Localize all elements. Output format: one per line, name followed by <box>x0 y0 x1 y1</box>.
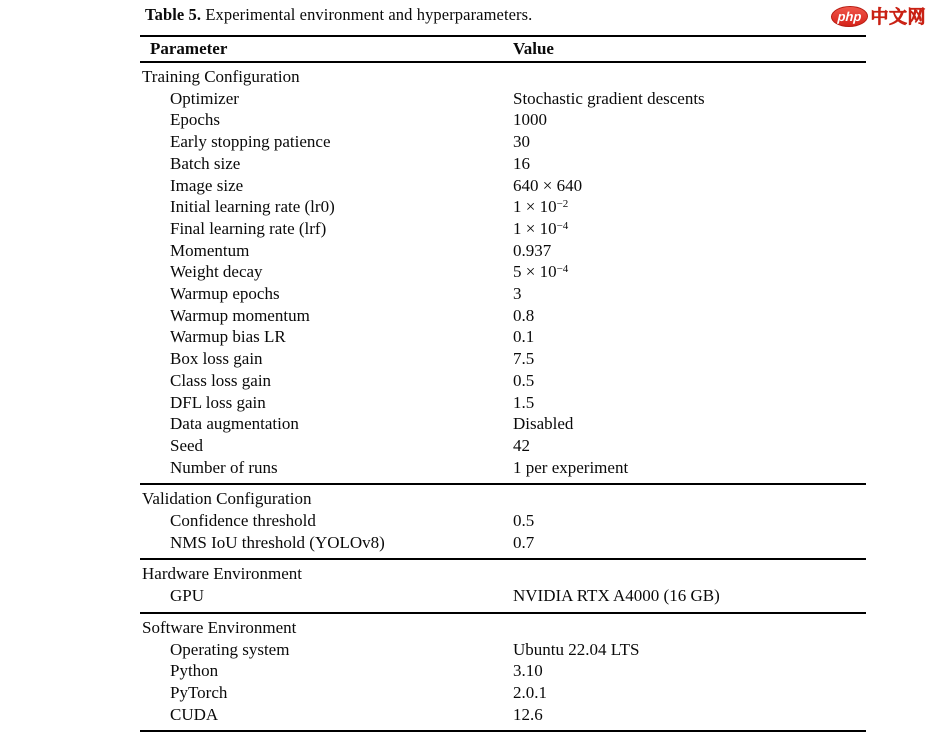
parameter-cell: Warmup bias LR <box>170 327 286 347</box>
table-row <box>140 153 866 175</box>
table-row <box>140 326 866 348</box>
table-row <box>140 196 866 218</box>
table-row <box>140 510 866 532</box>
value-cell: 42 <box>513 435 530 455</box>
value-cell: 640 × 640 <box>513 175 583 195</box>
value-cell: 2.0.1 <box>513 682 547 702</box>
table-row <box>140 305 866 327</box>
table-row <box>140 109 866 131</box>
value-cell: 1.5 <box>513 392 535 412</box>
parameter-cell: Epochs <box>170 110 221 130</box>
parameter-cell: Number of runs <box>170 457 278 477</box>
exponent: −2 <box>556 198 569 211</box>
section-header: Hardware Environment <box>142 564 303 584</box>
parameter-cell: Warmup momentum <box>170 305 310 325</box>
table-row <box>140 240 866 262</box>
parameter-cell: Data augmentation <box>170 414 299 434</box>
table-caption <box>145 4 532 26</box>
parameter-cell: Batch size <box>170 153 241 173</box>
table-header-row <box>140 37 866 63</box>
php-logo-site-text: 中文网 <box>870 7 926 27</box>
table-row <box>140 682 866 704</box>
parameter-cell: Confidence threshold <box>170 511 316 531</box>
value-cell: $5 \times 10^{-4}$ <box>513 262 569 282</box>
parameter-cell: GPU <box>170 586 205 606</box>
parameter-cell: Final learning rate (lrf) <box>170 218 327 238</box>
value-cell: 3.10 <box>513 661 543 681</box>
value-cell: 0.937 <box>513 240 552 260</box>
table-row <box>140 532 866 554</box>
table-row <box>140 370 866 392</box>
value-cell: $1 \times 10^{-2}$ <box>513 197 569 217</box>
value-cell: $1 \times 10^{-4}$ <box>513 218 569 238</box>
value-cell: 0.5 <box>513 511 535 531</box>
table-sections <box>140 63 866 730</box>
table-row <box>140 660 866 682</box>
table-row <box>140 88 866 110</box>
exponent: −4 <box>556 263 569 276</box>
value-cell: Stochastic gradient descents <box>513 88 705 108</box>
value-cell: Ubuntu 22.04 LTS <box>513 639 640 659</box>
value-cell: 12.6 <box>513 704 543 724</box>
table-row <box>140 585 866 607</box>
table-row <box>140 218 866 240</box>
table-row <box>140 175 866 197</box>
value-cell: 7.5 <box>513 349 535 369</box>
parameter-cell: CUDA <box>170 704 219 724</box>
parameter-cell: PyTorch <box>170 682 228 702</box>
section-header: Validation Configuration <box>142 489 312 509</box>
table-row <box>140 413 866 435</box>
table-row <box>140 639 866 661</box>
table-row <box>140 348 866 370</box>
table-section <box>140 560 866 613</box>
parameter-cell: Image size <box>170 175 244 195</box>
parameter-cell: NMS IoU threshold (YOLOv8) <box>170 532 385 552</box>
parameter-cell: Box loss gain <box>170 349 263 369</box>
parameter-cell: Class loss gain <box>170 370 272 390</box>
table-section <box>140 614 866 731</box>
value-cell: 16 <box>513 153 530 173</box>
value-cell: 0.8 <box>513 305 535 325</box>
value-cell: 0.7 <box>513 532 535 552</box>
section-header: Training Configuration <box>142 67 300 86</box>
table-row <box>140 283 866 305</box>
parameter-cell: Operating system <box>170 639 290 659</box>
parameter-cell: Seed <box>170 435 204 455</box>
parameter-cell: Early stopping patience <box>170 132 331 152</box>
php-logo-badge-icon: php <box>830 6 868 27</box>
section-header: Software Environment <box>142 617 297 637</box>
table-row <box>140 704 866 726</box>
parameter-cell: Momentum <box>170 240 250 260</box>
column-header-value: Value <box>513 39 554 58</box>
table-row <box>140 261 866 283</box>
parameter-cell: Optimizer <box>170 88 239 108</box>
column-header-parameter: Parameter <box>150 39 228 58</box>
table-section <box>140 485 866 560</box>
table-row <box>140 435 866 457</box>
parameter-cell: Python <box>170 661 219 681</box>
table-section <box>140 63 866 485</box>
value-cell: Disabled <box>513 414 574 434</box>
php-cn-watermark-logo <box>831 4 927 28</box>
exponent: −4 <box>556 219 569 232</box>
parameter-cell: Warmup epochs <box>170 284 280 304</box>
value-cell: 1000 <box>513 110 547 130</box>
value-cell: 0.5 <box>513 370 535 390</box>
value-cell: NVIDIA RTX A4000 (16 GB) <box>513 586 720 606</box>
value-cell: 1 per experiment <box>513 457 629 477</box>
hyperparameters-table <box>140 35 866 732</box>
table-caption-text: Experimental environment and hyperparameters. <box>201 5 533 24</box>
value-cell: 0.1 <box>513 327 535 347</box>
value-cell: 30 <box>513 132 530 152</box>
parameter-cell: Initial learning rate (lr0) <box>170 197 335 217</box>
table-row <box>140 392 866 414</box>
table-caption-label: Table 5. <box>145 5 202 24</box>
table-row <box>140 131 866 153</box>
value-cell: 3 <box>513 284 522 304</box>
table-row <box>140 457 866 479</box>
parameter-cell: Weight decay <box>170 262 263 282</box>
parameter-cell: DFL loss gain <box>170 392 266 412</box>
